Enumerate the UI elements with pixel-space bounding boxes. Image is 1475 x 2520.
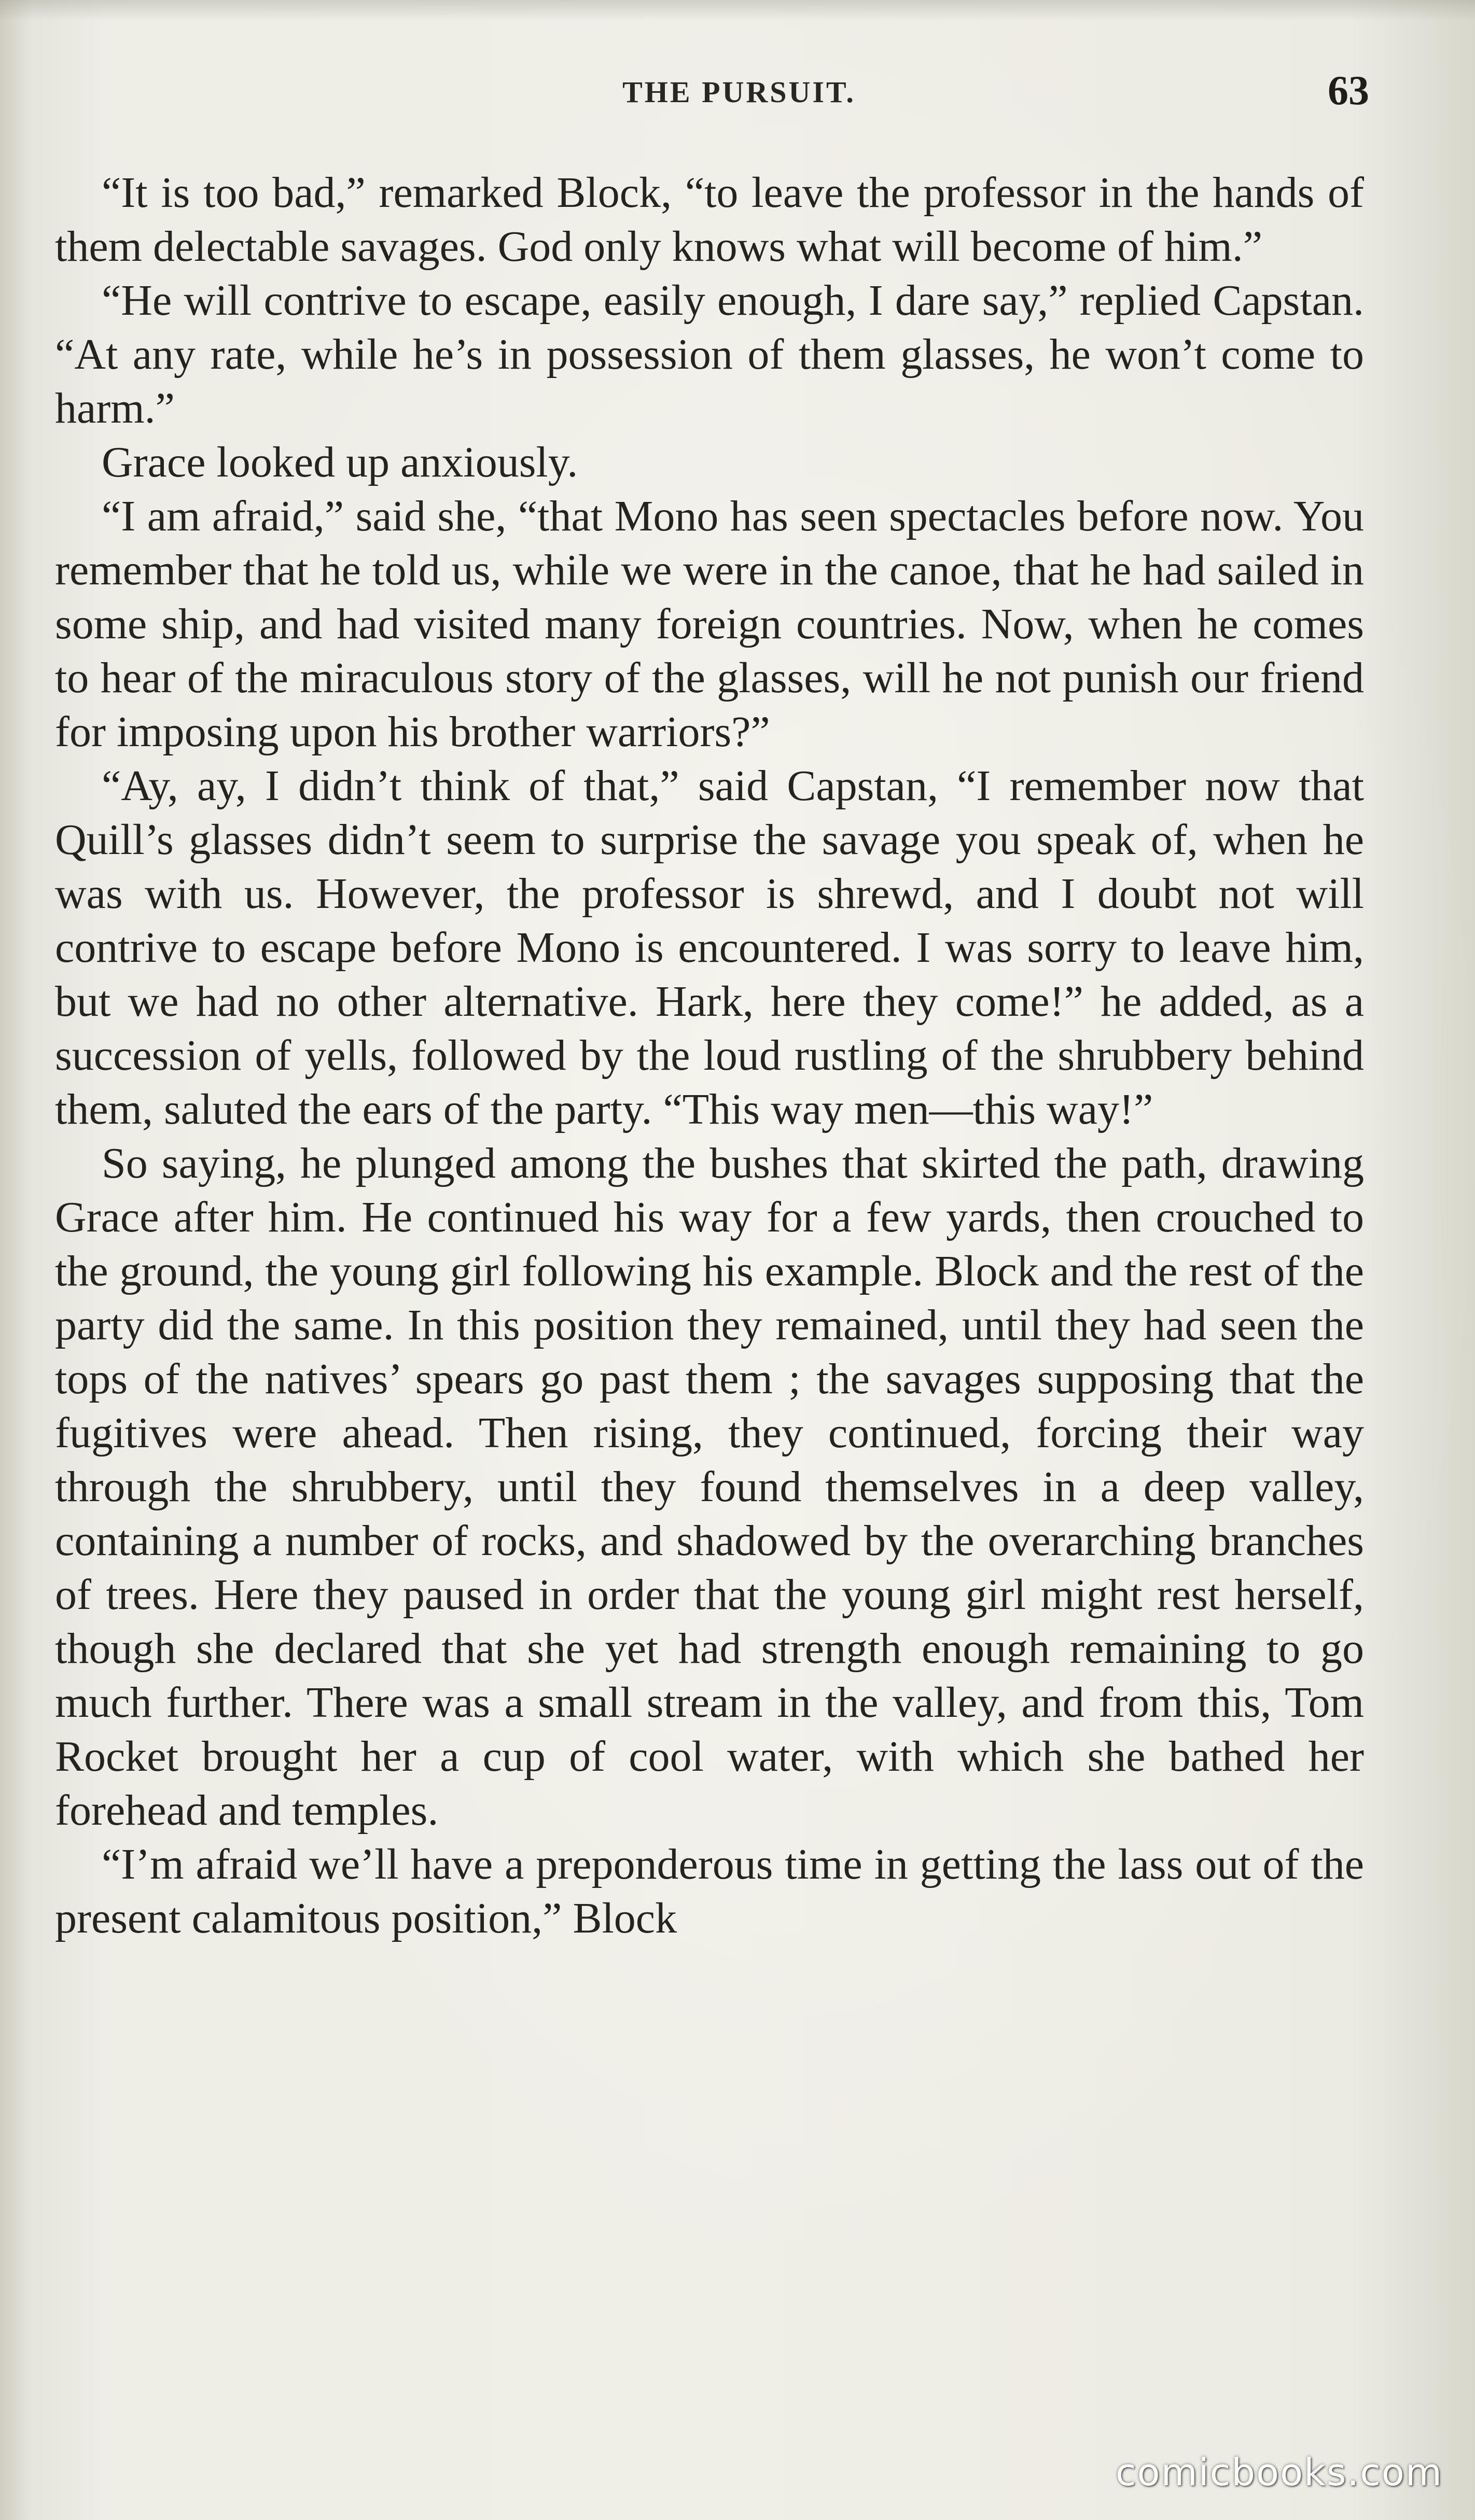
paragraph: “It is too bad,” remarked Block, “to leave the professor in the hands of them delectable savages. God only knows what will become of him.”	[55, 169, 1364, 271]
page-header	[52, 67, 1369, 124]
watermark: comicbooks.com	[1115, 2451, 1443, 2494]
paragraph: Grace looked up anxiously.	[102, 438, 578, 486]
paragraph: “Ay, ay, I didn’t think of that,” said Capstan, “I remember now that Quill’s glasses didn’t seem to surprise the savage you speak of, when he was with us. However, the professor is shrewd, and I doubt not will contrive to escape before Mono is encountered. I was sorry to leave him, but we had no other alternative. Hark, here they come!” he added, as a succession of yells, followed by the loud rustling of the shrubbery behind them, saluted the ears of the party. “This way men—this way!”	[55, 762, 1364, 1133]
paragraph: So saying, he plunged among the bushes that skirted the path, drawing Grace after him. He continued his way for a few yards, then crouched to the ground, the young girl following his example. Block and the rest of the party did the same. In this position they remained, until they had seen the tops of the natives’ spears go past them ; the savages supposing that the fugitives were ahead. Then rising, they continued, forcing their way through the shrubbery, until they found themselves in a deep valley, containing a number of rocks, and shadowed by the overarching branches of trees. Here they paused in order that the young girl might rest herself, though she declared that she yet had strength enough remaining to go much further. There was a small stream in the valley, and from this, Tom Rocket brought her a cup of cool water, with which she bathed her forehead and temples.	[55, 1139, 1364, 1835]
body-text	[55, 166, 1364, 1945]
running-head: THE PURSUIT.	[622, 75, 856, 109]
page-edge-shadow	[0, 0, 1475, 21]
page-number: 63	[1328, 68, 1369, 114]
paragraph: “He will contrive to escape, easily enough, I dare say,” replied Capstan. “At any rate, while he’s in possession of them glasses, he won’t come to harm.”	[55, 276, 1364, 432]
paragraph: “I’m afraid we’ll have a preponderous time in getting the lass out of the present calamitous position,” Block	[55, 1840, 1364, 1942]
paragraph: “I am afraid,” said she, “that Mono has seen spectacles before now. You remember that he told us, while we were in the canoe, that he had sailed in some ship, and had visited many foreign countries. Now, when he comes to hear of the miraculous story of the glasses, will he not punish our friend for imposing upon his brother warriors?”	[55, 492, 1364, 756]
